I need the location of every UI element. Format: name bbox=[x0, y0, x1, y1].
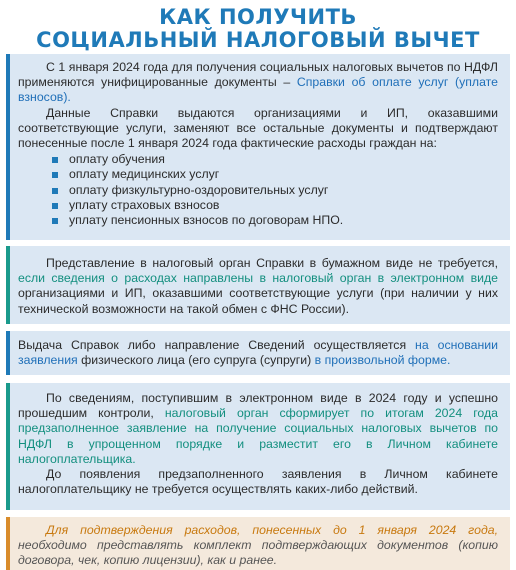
prefilled-application-panel bbox=[6, 383, 510, 510]
pre-2024-expenses-panel bbox=[6, 517, 510, 570]
title-line-2: СОЦИАЛЬНЫЙ НАЛОГОВЫЙ ВЫЧЕТ bbox=[36, 28, 480, 52]
certificates-issued-paragraph: Данные Справки выдаются организациями и ИП, оказавшими соответствующие услуги, заменяют все остальные документы и подтверждают понесенные после 1 января 2024 года фактические расходы граждан на: bbox=[18, 105, 498, 151]
certificates-highlight: Справки об оплате услуг (уплате взносов). bbox=[18, 75, 498, 105]
application-highlight: на основании заявления bbox=[18, 338, 498, 368]
list-item: уплату пенсионных взносов по договорам НПО. bbox=[52, 213, 498, 228]
electronic-submission-paragraph bbox=[18, 256, 498, 317]
issuance-text: Выдача Справок либо направление Сведений осуществляется bbox=[18, 338, 416, 352]
organizations-text: организациями и ИП, оказавшими соответствующие услуги (при наличии у них технической возможности на такой обмен с ФНС России). bbox=[18, 286, 498, 316]
documents-info-panel bbox=[6, 54, 510, 240]
pre-2024-paragraph bbox=[18, 523, 498, 569]
unified-documents-paragraph bbox=[18, 60, 498, 106]
documents-required-text: необходимо представлять комплект подтверждающих документов (копию договора, чек, копию лицензии), как и ранее. bbox=[18, 538, 498, 568]
page-title bbox=[0, 0, 516, 52]
list-item: уплату страховых взносов bbox=[52, 198, 498, 213]
application-panel bbox=[6, 331, 510, 375]
unified-documents-text: С 1 января 2024 года для получения социальных налоговых вычетов по НДФЛ применяются унифицированные документы – bbox=[18, 60, 498, 90]
electronic-submission-panel bbox=[6, 246, 510, 324]
electronic-highlight: если сведения о расходах направлены в налоговый орган в электронном виде bbox=[18, 271, 498, 286]
prefilled-paragraph bbox=[18, 391, 498, 467]
list-item: оплату физкультурно-оздоровительных услуг bbox=[52, 183, 498, 198]
received-info-text: По сведениям, поступившим в электронном виде в 2024 году и успешно прошедшим контроли, bbox=[18, 391, 498, 421]
no-action-paragraph: До появления предзаполненного заявления в Личном кабинете налогоплательщику не требуется осуществлять каких-либо действий. bbox=[18, 467, 498, 497]
free-form-highlight: в произвольной форме. bbox=[314, 353, 451, 368]
list-item: оплату медицинских услуг bbox=[52, 167, 498, 182]
title-line-1: КАК ПОЛУЧИТЬ bbox=[159, 5, 357, 29]
application-paragraph bbox=[18, 338, 498, 368]
expenses-list bbox=[18, 152, 498, 228]
individual-text: физического лица (его супруга (супруги) bbox=[77, 353, 315, 368]
paper-not-required-text: Представление в налоговый орган Справки в бумажном виде не требуется, bbox=[46, 256, 498, 270]
list-item: оплату обучения bbox=[52, 152, 498, 167]
pre-2024-highlight: Для подтверждения расходов, понесенных до 1 января 2024 года, bbox=[46, 523, 498, 537]
prefilled-highlight: налоговый орган сформирует по итогам 2024 года предзаполненное заявление на получение социальных налоговых вычетов по НДФЛ в упрощенном порядке и разместит его в Личном кабинете налогоплательщика. bbox=[18, 406, 498, 466]
